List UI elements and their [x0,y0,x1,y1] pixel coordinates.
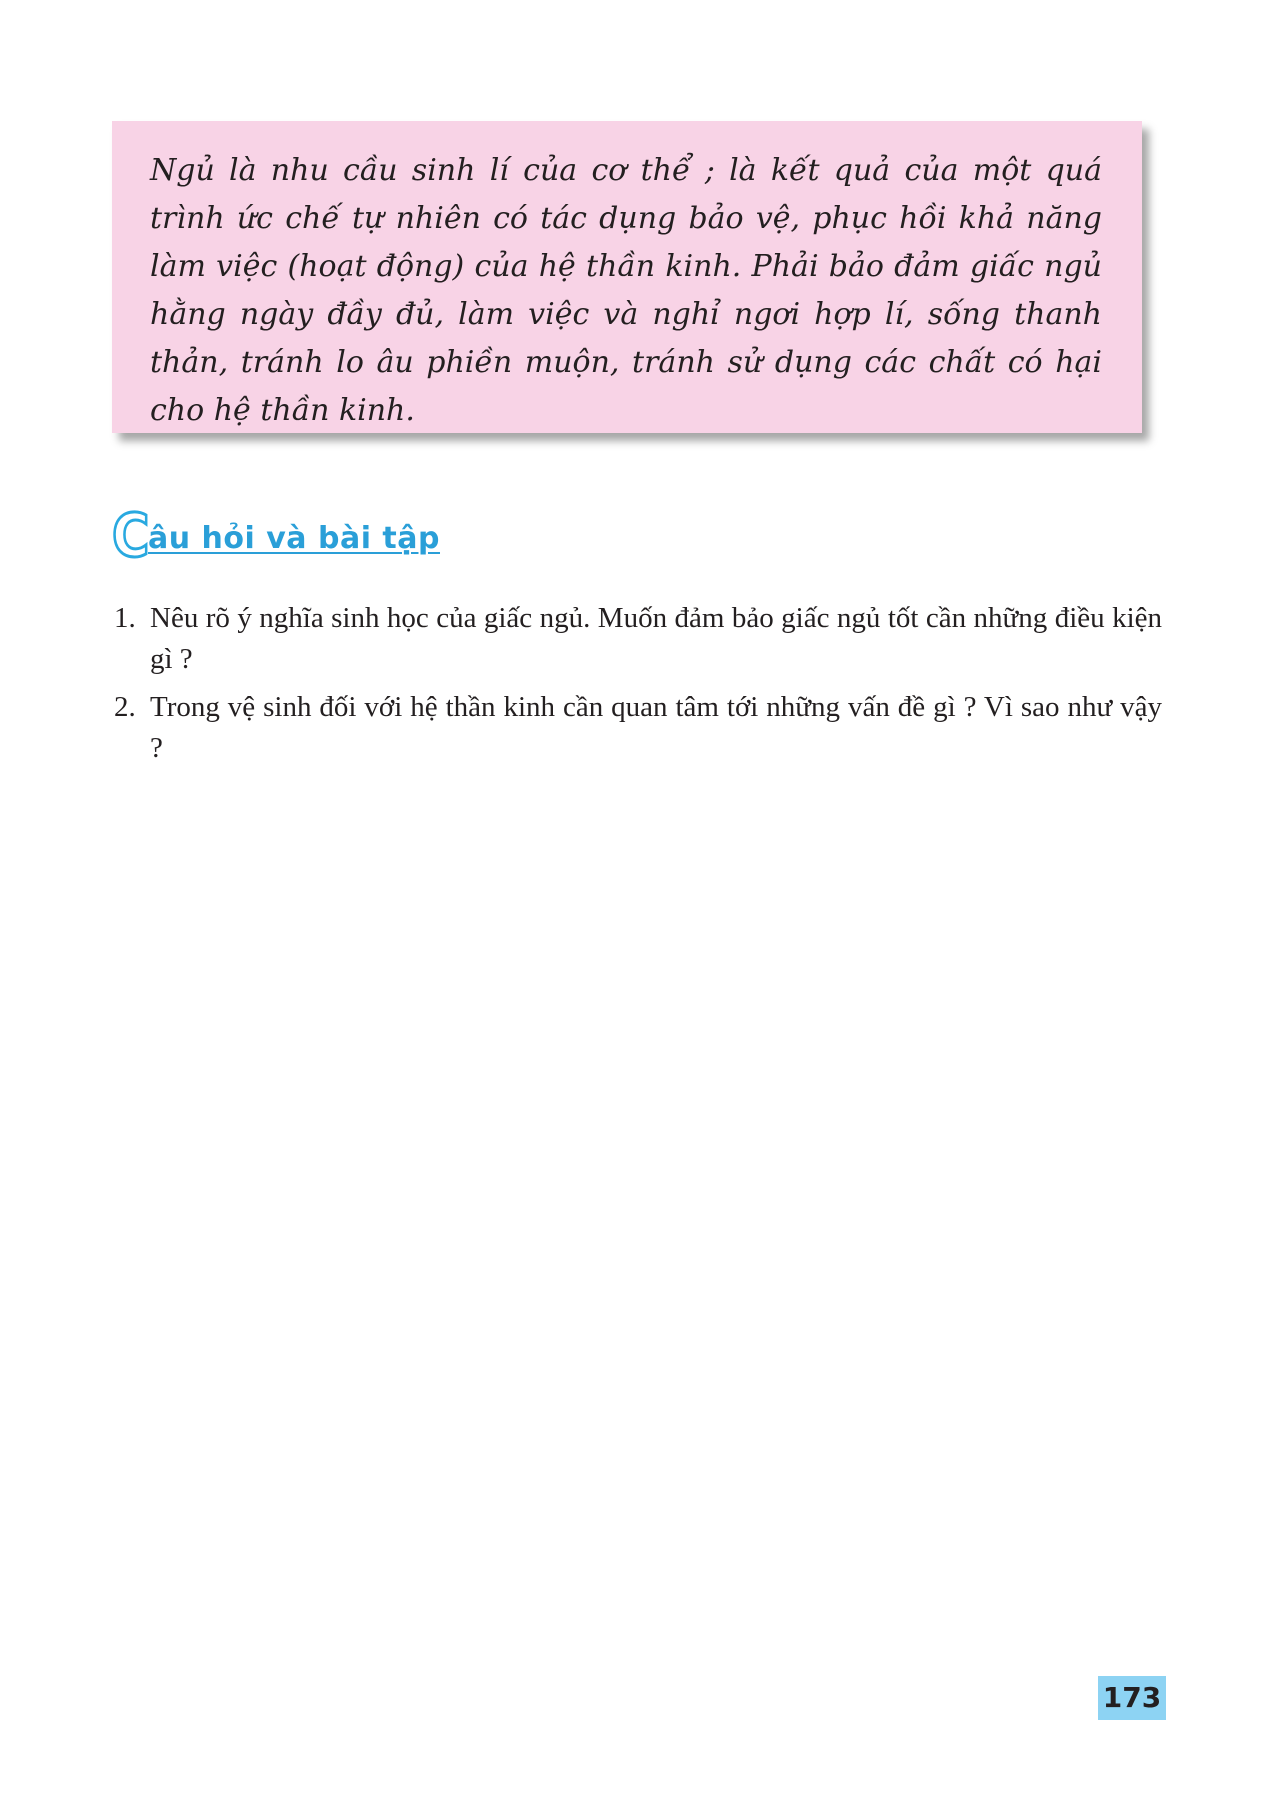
page-number: 173 [1098,1676,1166,1720]
summary-text: Ngủ là nhu cầu sinh lí của cơ thể ; là kết quả của một quá trình ức chế tự nhiên có tác dụng bảo vệ, phục hồi khả năng làm việc (hoạt động) của hệ thần kinh. Phải bảo đảm giấc ngủ hằng ngày đầy đủ, làm việc và nghỉ ngơi hợp lí, sống thanh thản, tránh lo âu phiền muộn, tránh sử dụng các chất có hại cho hệ thần kinh. [150,153,1102,428]
question-number: 1. [114,602,136,634]
question-list [114,598,1162,776]
question-text: Trong vệ sinh đối với hệ thần kinh cần quan tâm tới những vấn đề gì ? Vì sao như vậy ? [150,691,1162,764]
question-text: Nêu rõ ý nghĩa sinh học của giấc ngủ. Muốn đảm bảo giấc ngủ tốt cần những điều kiện gì ? [150,602,1162,675]
summary-box [112,121,1142,433]
question-number: 2. [114,691,136,723]
section-heading [112,501,440,571]
question-item [114,598,1162,680]
section-heading-title: âu hỏi và bài tập [148,521,440,556]
section-heading-initial: C [112,501,150,571]
question-item [114,687,1162,769]
